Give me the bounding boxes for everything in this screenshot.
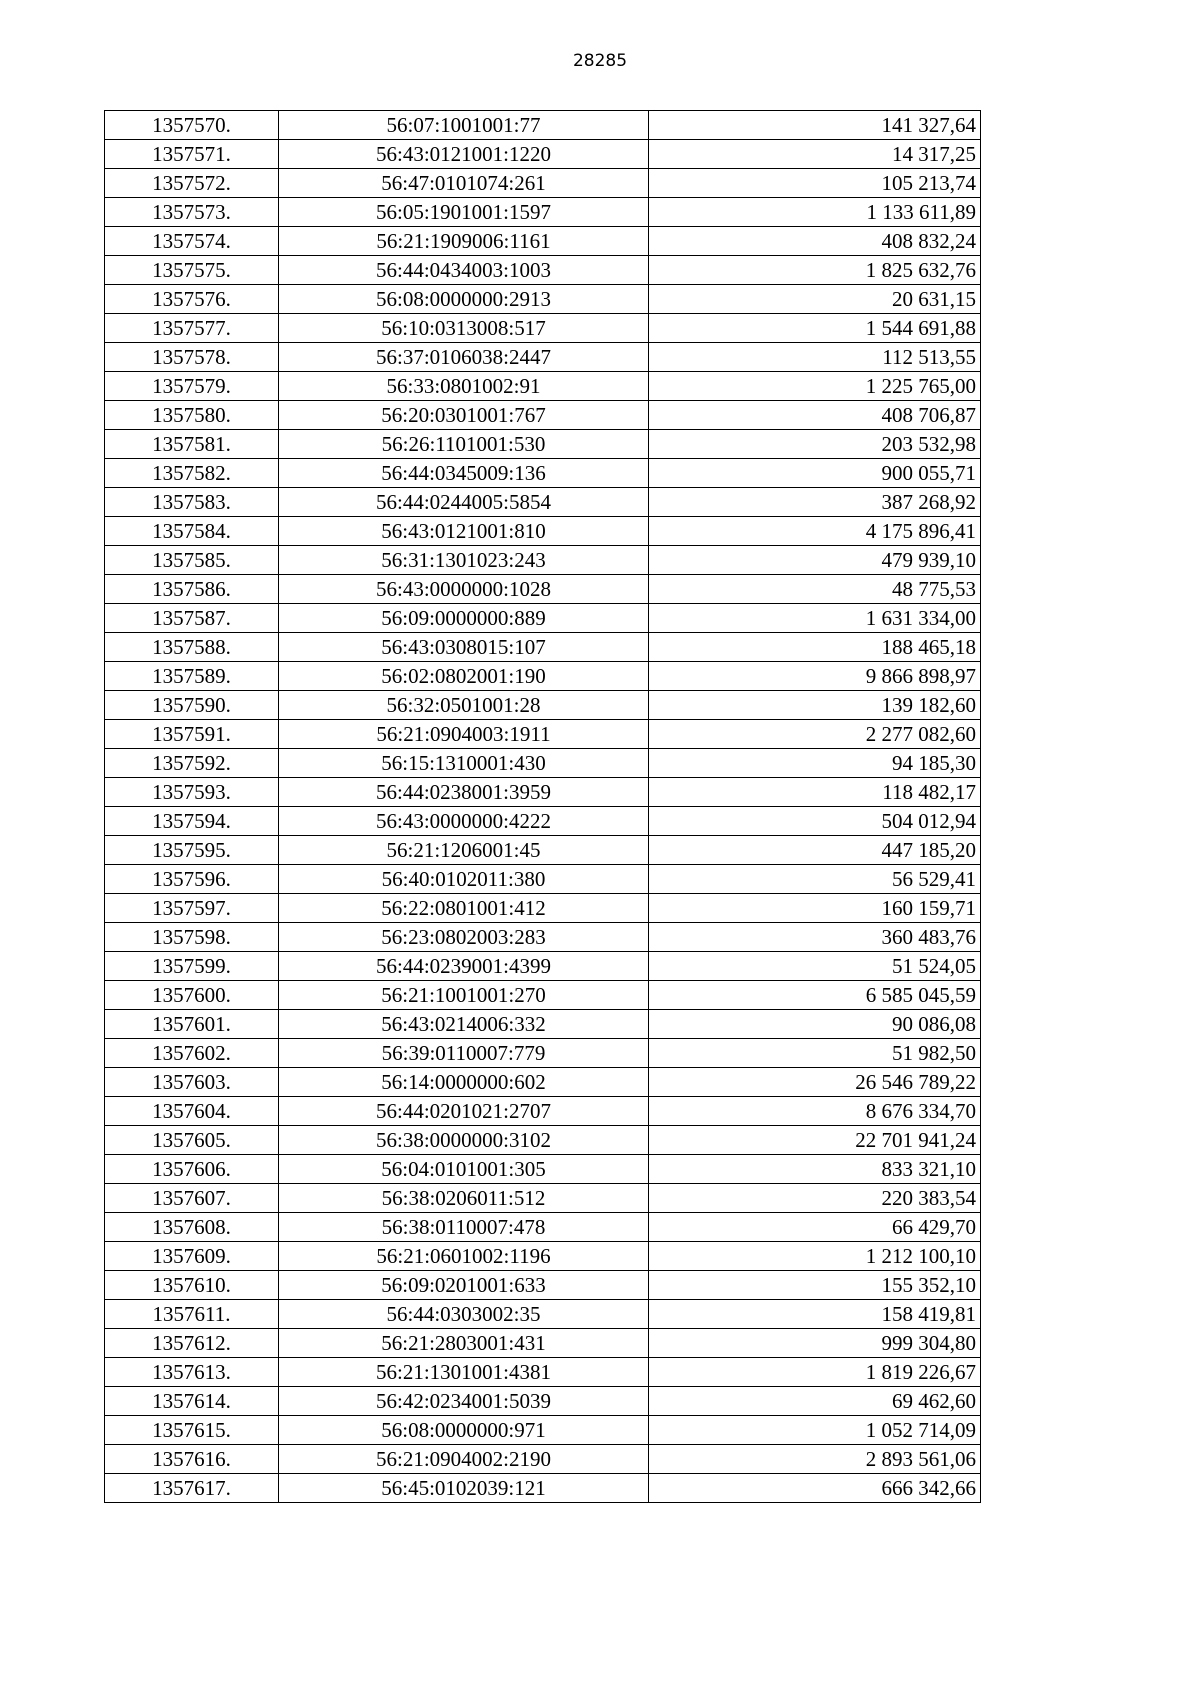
table-row [105, 749, 981, 778]
cadastral-value-cell: 1 133 611,89 [649, 198, 981, 227]
cadastral-number-cell: 56:37:0106038:2447 [279, 343, 649, 372]
cadastral-value-cell: 56 529,41 [649, 865, 981, 894]
cadastral-value-cell: 158 419,81 [649, 1300, 981, 1329]
cadastral-value-cell: 48 775,53 [649, 575, 981, 604]
cadastral-value-cell: 900 055,71 [649, 459, 981, 488]
table-row [105, 517, 981, 546]
row-number-cell: 1357612. [105, 1329, 279, 1358]
table-row [105, 1068, 981, 1097]
cadastral-number-cell: 56:40:0102011:380 [279, 865, 649, 894]
cadastral-value-cell: 94 185,30 [649, 749, 981, 778]
cadastral-number-cell: 56:05:1901001:1597 [279, 198, 649, 227]
table-row [105, 1445, 981, 1474]
row-number-cell: 1357572. [105, 169, 279, 198]
cadastral-value-cell: 90 086,08 [649, 1010, 981, 1039]
cadastral-number-cell: 56:22:0801001:412 [279, 894, 649, 923]
row-number-cell: 1357590. [105, 691, 279, 720]
row-number-cell: 1357585. [105, 546, 279, 575]
cadastral-value-cell: 14 317,25 [649, 140, 981, 169]
cadastral-value-cell: 833 321,10 [649, 1155, 981, 1184]
row-number-cell: 1357605. [105, 1126, 279, 1155]
cadastral-number-cell: 56:38:0000000:3102 [279, 1126, 649, 1155]
row-number-cell: 1357609. [105, 1242, 279, 1271]
table-row [105, 372, 981, 401]
cadastral-number-cell: 56:21:1909006:1161 [279, 227, 649, 256]
row-number-cell: 1357588. [105, 633, 279, 662]
table-row [105, 691, 981, 720]
row-number-cell: 1357608. [105, 1213, 279, 1242]
cadastral-value-cell: 2 893 561,06 [649, 1445, 981, 1474]
cadastral-value-table [104, 110, 981, 1503]
cadastral-value-cell: 479 939,10 [649, 546, 981, 575]
cadastral-number-cell: 56:20:0301001:767 [279, 401, 649, 430]
table-row [105, 343, 981, 372]
cadastral-value-cell: 22 701 941,24 [649, 1126, 981, 1155]
cadastral-value-cell: 118 482,17 [649, 778, 981, 807]
row-number-cell: 1357597. [105, 894, 279, 923]
table-row [105, 633, 981, 662]
cadastral-value-cell: 447 185,20 [649, 836, 981, 865]
cadastral-value-cell: 188 465,18 [649, 633, 981, 662]
row-number-cell: 1357582. [105, 459, 279, 488]
table-row [105, 720, 981, 749]
table-row [105, 198, 981, 227]
cadastral-number-cell: 56:21:2803001:431 [279, 1329, 649, 1358]
cadastral-value-cell: 51 982,50 [649, 1039, 981, 1068]
cadastral-number-cell: 56:32:0501001:28 [279, 691, 649, 720]
cadastral-value-cell: 504 012,94 [649, 807, 981, 836]
row-number-cell: 1357616. [105, 1445, 279, 1474]
row-number-cell: 1357598. [105, 923, 279, 952]
row-number-cell: 1357577. [105, 314, 279, 343]
cadastral-value-cell: 20 631,15 [649, 285, 981, 314]
cadastral-value-cell: 408 832,24 [649, 227, 981, 256]
table-row [105, 488, 981, 517]
row-number-cell: 1357610. [105, 1271, 279, 1300]
row-number-cell: 1357604. [105, 1097, 279, 1126]
table-row [105, 169, 981, 198]
table-row [105, 923, 981, 952]
cadastral-number-cell: 56:38:0110007:478 [279, 1213, 649, 1242]
cadastral-value-cell: 1 052 714,09 [649, 1416, 981, 1445]
cadastral-value-cell: 105 213,74 [649, 169, 981, 198]
cadastral-value-cell: 112 513,55 [649, 343, 981, 372]
row-number-cell: 1357574. [105, 227, 279, 256]
cadastral-value-cell: 1 819 226,67 [649, 1358, 981, 1387]
cadastral-value-cell: 160 159,71 [649, 894, 981, 923]
cadastral-value-cell: 6 585 045,59 [649, 981, 981, 1010]
table-row [105, 778, 981, 807]
table-row [105, 1155, 981, 1184]
row-number-cell: 1357607. [105, 1184, 279, 1213]
cadastral-number-cell: 56:47:0101074:261 [279, 169, 649, 198]
row-number-cell: 1357600. [105, 981, 279, 1010]
table-row [105, 1387, 981, 1416]
table-row [105, 604, 981, 633]
cadastral-value-cell: 1 825 632,76 [649, 256, 981, 285]
cadastral-number-cell: 56:43:0121001:1220 [279, 140, 649, 169]
row-number-cell: 1357602. [105, 1039, 279, 1068]
cadastral-number-cell: 56:44:0201021:2707 [279, 1097, 649, 1126]
row-number-cell: 1357611. [105, 1300, 279, 1329]
table-row [105, 140, 981, 169]
cadastral-number-cell: 56:07:1001001:77 [279, 111, 649, 140]
row-number-cell: 1357578. [105, 343, 279, 372]
cadastral-number-cell: 56:44:0244005:5854 [279, 488, 649, 517]
cadastral-value-cell: 4 175 896,41 [649, 517, 981, 546]
cadastral-number-cell: 56:44:0434003:1003 [279, 256, 649, 285]
table-row [105, 401, 981, 430]
row-number-cell: 1357573. [105, 198, 279, 227]
table-row [105, 459, 981, 488]
cadastral-number-cell: 56:21:1206001:45 [279, 836, 649, 865]
row-number-cell: 1357595. [105, 836, 279, 865]
cadastral-number-cell: 56:21:0904003:1911 [279, 720, 649, 749]
cadastral-value-cell: 1 225 765,00 [649, 372, 981, 401]
cadastral-number-cell: 56:09:0201001:633 [279, 1271, 649, 1300]
cadastral-value-cell: 9 866 898,97 [649, 662, 981, 691]
cadastral-value-cell: 1 631 334,00 [649, 604, 981, 633]
cadastral-value-cell: 26 546 789,22 [649, 1068, 981, 1097]
table-row [105, 952, 981, 981]
cadastral-number-cell: 56:42:0234001:5039 [279, 1387, 649, 1416]
table-row [105, 111, 981, 140]
table-row [105, 430, 981, 459]
cadastral-value-cell: 387 268,92 [649, 488, 981, 517]
cadastral-number-cell: 56:21:0601002:1196 [279, 1242, 649, 1271]
cadastral-value-cell: 155 352,10 [649, 1271, 981, 1300]
cadastral-number-cell: 56:43:0000000:1028 [279, 575, 649, 604]
table-row [105, 256, 981, 285]
cadastral-value-cell: 69 462,60 [649, 1387, 981, 1416]
row-number-cell: 1357614. [105, 1387, 279, 1416]
table-row [105, 1358, 981, 1387]
cadastral-number-cell: 56:43:0121001:810 [279, 517, 649, 546]
cadastral-number-cell: 56:44:0239001:4399 [279, 952, 649, 981]
cadastral-value-cell: 666 342,66 [649, 1474, 981, 1503]
row-number-cell: 1357584. [105, 517, 279, 546]
cadastral-number-cell: 56:04:0101001:305 [279, 1155, 649, 1184]
cadastral-number-cell: 56:45:0102039:121 [279, 1474, 649, 1503]
cadastral-number-cell: 56:33:0801002:91 [279, 372, 649, 401]
table-row [105, 865, 981, 894]
cadastral-value-cell: 1 212 100,10 [649, 1242, 981, 1271]
cadastral-number-cell: 56:44:0303002:35 [279, 1300, 649, 1329]
cadastral-number-cell: 56:15:1310001:430 [279, 749, 649, 778]
row-number-cell: 1357580. [105, 401, 279, 430]
table-row [105, 1039, 981, 1068]
cadastral-value-cell: 360 483,76 [649, 923, 981, 952]
row-number-cell: 1357601. [105, 1010, 279, 1039]
cadastral-number-cell: 56:26:1101001:530 [279, 430, 649, 459]
table-row [105, 1126, 981, 1155]
page-number: 28285 [572, 51, 628, 71]
row-number-cell: 1357593. [105, 778, 279, 807]
cadastral-number-cell: 56:08:0000000:971 [279, 1416, 649, 1445]
row-number-cell: 1357592. [105, 749, 279, 778]
table-row [105, 575, 981, 604]
row-number-cell: 1357591. [105, 720, 279, 749]
cadastral-number-cell: 56:21:0904002:2190 [279, 1445, 649, 1474]
cadastral-number-cell: 56:38:0206011:512 [279, 1184, 649, 1213]
table-row [105, 314, 981, 343]
table-row [105, 1184, 981, 1213]
cadastral-number-cell: 56:43:0308015:107 [279, 633, 649, 662]
row-number-cell: 1357581. [105, 430, 279, 459]
cadastral-number-cell: 56:23:0802003:283 [279, 923, 649, 952]
cadastral-number-cell: 56:09:0000000:889 [279, 604, 649, 633]
row-number-cell: 1357579. [105, 372, 279, 401]
cadastral-value-cell: 203 532,98 [649, 430, 981, 459]
cadastral-value-cell: 66 429,70 [649, 1213, 981, 1242]
cadastral-number-cell: 56:02:0802001:190 [279, 662, 649, 691]
cadastral-value-cell: 220 383,54 [649, 1184, 981, 1213]
table-row [105, 662, 981, 691]
table-row [105, 1300, 981, 1329]
cadastral-number-cell: 56:21:1001001:270 [279, 981, 649, 1010]
row-number-cell: 1357613. [105, 1358, 279, 1387]
cadastral-value-cell: 8 676 334,70 [649, 1097, 981, 1126]
cadastral-number-cell: 56:43:0000000:4222 [279, 807, 649, 836]
row-number-cell: 1357615. [105, 1416, 279, 1445]
table-row [105, 227, 981, 256]
table-row [105, 836, 981, 865]
cadastral-number-cell: 56:44:0238001:3959 [279, 778, 649, 807]
row-number-cell: 1357596. [105, 865, 279, 894]
row-number-cell: 1357606. [105, 1155, 279, 1184]
row-number-cell: 1357603. [105, 1068, 279, 1097]
cadastral-number-cell: 56:10:0313008:517 [279, 314, 649, 343]
cadastral-value-cell: 139 182,60 [649, 691, 981, 720]
table-row [105, 1474, 981, 1503]
row-number-cell: 1357594. [105, 807, 279, 836]
row-number-cell: 1357617. [105, 1474, 279, 1503]
cadastral-value-cell: 408 706,87 [649, 401, 981, 430]
table-row [105, 894, 981, 923]
row-number-cell: 1357587. [105, 604, 279, 633]
table-row [105, 546, 981, 575]
cadastral-number-cell: 56:21:1301001:4381 [279, 1358, 649, 1387]
table-row [105, 981, 981, 1010]
row-number-cell: 1357576. [105, 285, 279, 314]
row-number-cell: 1357599. [105, 952, 279, 981]
table-row [105, 1010, 981, 1039]
row-number-cell: 1357575. [105, 256, 279, 285]
cadastral-number-cell: 56:44:0345009:136 [279, 459, 649, 488]
table-body [105, 111, 981, 1503]
cadastral-value-cell: 51 524,05 [649, 952, 981, 981]
table-row [105, 1329, 981, 1358]
row-number-cell: 1357570. [105, 111, 279, 140]
cadastral-value-cell: 2 277 082,60 [649, 720, 981, 749]
row-number-cell: 1357589. [105, 662, 279, 691]
table-row [105, 285, 981, 314]
row-number-cell: 1357583. [105, 488, 279, 517]
table-row [105, 1271, 981, 1300]
row-number-cell: 1357586. [105, 575, 279, 604]
cadastral-number-cell: 56:43:0214006:332 [279, 1010, 649, 1039]
cadastral-number-cell: 56:14:0000000:602 [279, 1068, 649, 1097]
cadastral-number-cell: 56:08:0000000:2913 [279, 285, 649, 314]
table-row [105, 1213, 981, 1242]
cadastral-number-cell: 56:31:1301023:243 [279, 546, 649, 575]
table-row [105, 807, 981, 836]
table-row [105, 1097, 981, 1126]
table-row [105, 1242, 981, 1271]
cadastral-number-cell: 56:39:0110007:779 [279, 1039, 649, 1068]
table-row [105, 1416, 981, 1445]
cadastral-value-cell: 999 304,80 [649, 1329, 981, 1358]
row-number-cell: 1357571. [105, 140, 279, 169]
cadastral-value-cell: 1 544 691,88 [649, 314, 981, 343]
cadastral-value-cell: 141 327,64 [649, 111, 981, 140]
